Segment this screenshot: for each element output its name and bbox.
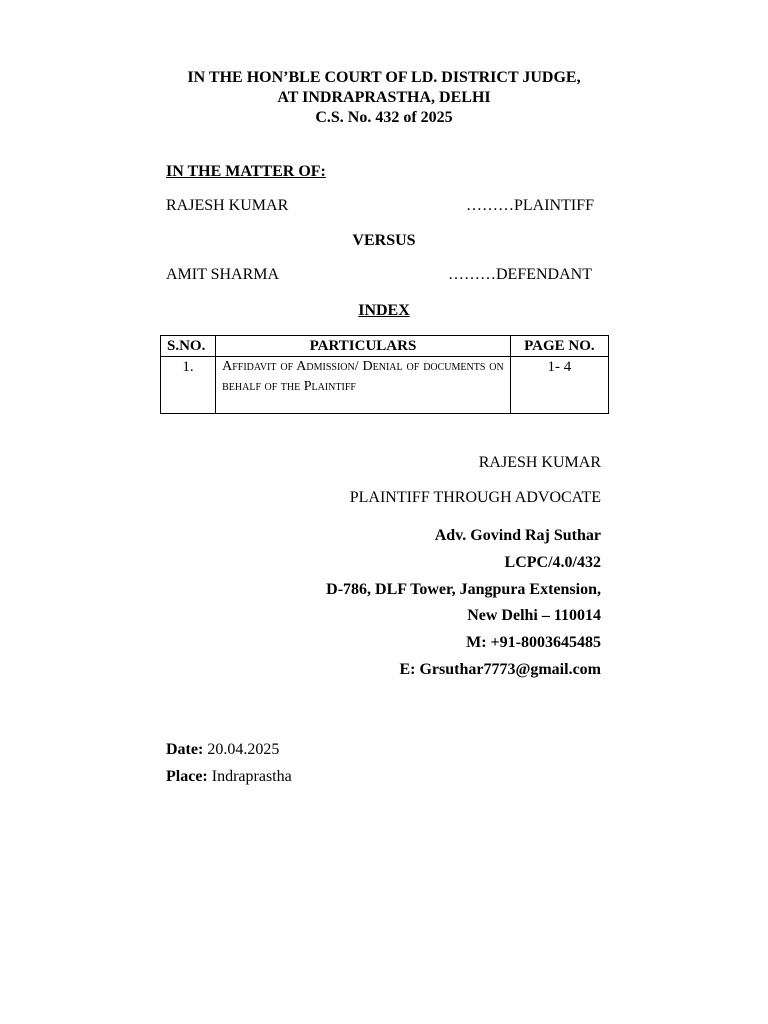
place-value: Indraprastha bbox=[207, 768, 292, 785]
advocate-mobile: M: +91-8003645485 bbox=[466, 634, 601, 651]
date-label: Date: bbox=[166, 741, 204, 758]
place-label: Place: bbox=[166, 768, 208, 785]
table-header-row bbox=[161, 336, 609, 357]
column-header-particulars: PARTICULARS bbox=[216, 336, 511, 357]
table-row bbox=[161, 357, 609, 414]
advocate-enrolment: LCPC/4.0/432 bbox=[504, 554, 601, 571]
advocate-name: Adv. Govind Raj Suthar bbox=[434, 527, 601, 544]
column-header-page-no: PAGE NO. bbox=[510, 336, 608, 357]
plaintiff-role: ………PLAINTIFF bbox=[466, 197, 595, 214]
court-heading-line-1: IN THE HON’BLE COURT OF LD. DISTRICT JUDGE, bbox=[187, 69, 581, 86]
row-sno: 1. bbox=[161, 357, 216, 414]
court-heading-line-2: AT INDRAPRASTHA, DELHI bbox=[277, 89, 491, 106]
row-page-no: 1- 4 bbox=[510, 357, 608, 414]
defendant-role: ………DEFENDANT bbox=[448, 266, 592, 283]
date-value: 20.04.2025 bbox=[203, 741, 280, 758]
index-table bbox=[160, 335, 609, 414]
advocate-address-line-2: New Delhi – 110014 bbox=[467, 607, 601, 624]
index-title: INDEX bbox=[358, 302, 410, 319]
date-line bbox=[166, 741, 279, 759]
plaintiff-name: RAJESH KUMAR bbox=[166, 197, 289, 214]
versus-label: VERSUS bbox=[352, 232, 416, 249]
advocate-email: E: Grsuthar7773@gmail.com bbox=[399, 661, 601, 678]
matter-heading: IN THE MATTER OF: bbox=[166, 163, 326, 180]
defendant-name: AMIT SHARMA bbox=[166, 266, 280, 283]
signatory-name: RAJESH KUMAR bbox=[478, 454, 601, 471]
case-number: C.S. No. 432 of 2025 bbox=[315, 109, 453, 126]
row-particulars: Affidavit of Admission/ Denial of documents on behalf of the Plaintiff bbox=[216, 357, 511, 414]
advocate-address-line-1: D-786, DLF Tower, Jangpura Extension, bbox=[326, 581, 601, 598]
place-line bbox=[166, 768, 292, 786]
column-header-sno: S.NO. bbox=[161, 336, 216, 357]
plaintiff-through-advocate: PLAINTIFF THROUGH ADVOCATE bbox=[349, 489, 601, 506]
